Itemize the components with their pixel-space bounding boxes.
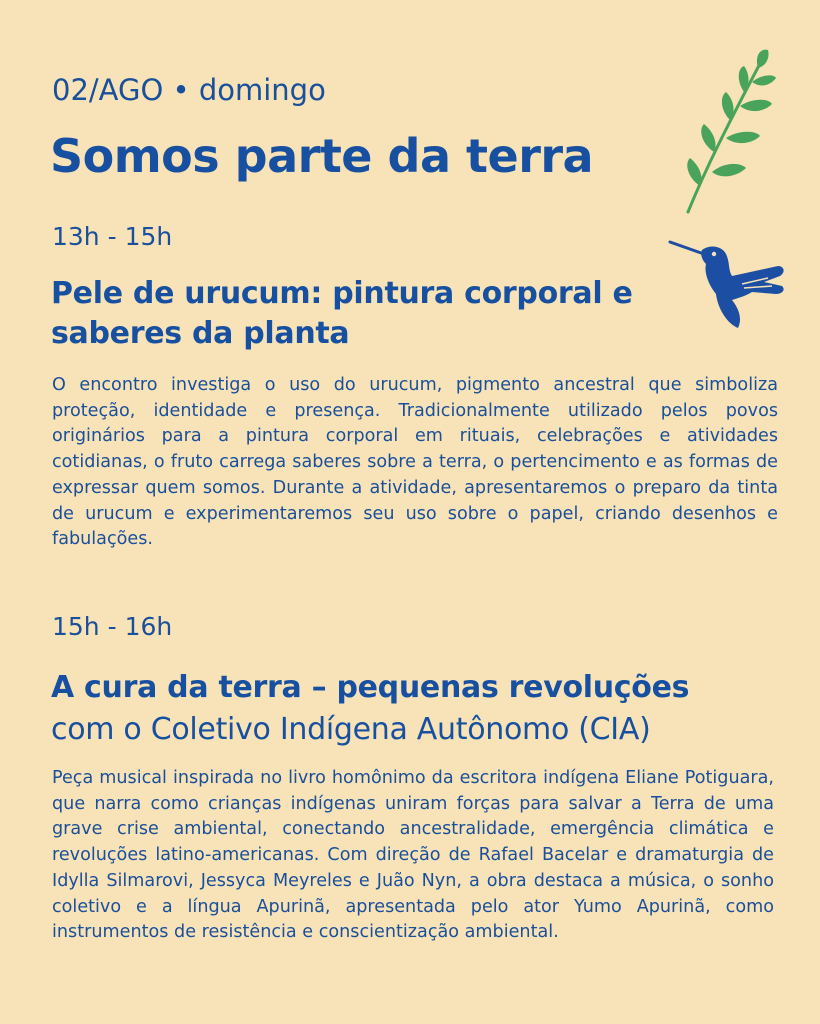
- leaf-branch-icon: [676, 48, 780, 216]
- event-subtitle-2: com o Coletivo Indígena Autônomo (CIA): [51, 712, 651, 747]
- event-title-1: Pele de urucum: pintura corporal e saberes da planta: [51, 276, 633, 351]
- hummingbird-icon: [668, 236, 788, 332]
- page-title: Somos parte da terra: [50, 129, 594, 183]
- event-time-1: 13h - 15h: [52, 222, 173, 251]
- event-title-2: A cura da terra – pequenas revoluções: [51, 670, 690, 705]
- event-time-2: 15h - 16h: [52, 612, 173, 641]
- event-description-1: O encontro investiga o uso do urucum, pigmento ancestral que simboliza proteção, identidade e presença. Tradicionalmente utilizado pelos povos originários para a pintura corporal em rituais, celebrações e atividades cotidianas, o fruto carrega saberes sobre a terra, o pertencimento e as formas de expressar quem somos. Durante a atividade, apresentaremos o preparo da tinta de urucum e experimentaremos seu uso sobre o papel, criando desenhos e fabulações.: [52, 375, 778, 550]
- event-description-2: Peça musical inspirada no livro homônimo da escritora indígena Eliane Potiguara, que narra como crianças indígenas uniram forças para salvar a Terra de uma grave crise ambiental, conectando ancestralidade, emergência climática e revoluções latino-americanas. Com direção de Rafael Bacelar e dramaturgia de Idylla Silmarovi, Jessyca Meyreles e Juão Nyn, a obra destaca a música, o sonho coletivo e a língua Apurinã, apresentada pelo ator Yumo Apurinã, como instrumentos de resistência e conscientização ambiental.: [52, 768, 774, 943]
- event-date: 02/AGO • domingo: [52, 73, 326, 107]
